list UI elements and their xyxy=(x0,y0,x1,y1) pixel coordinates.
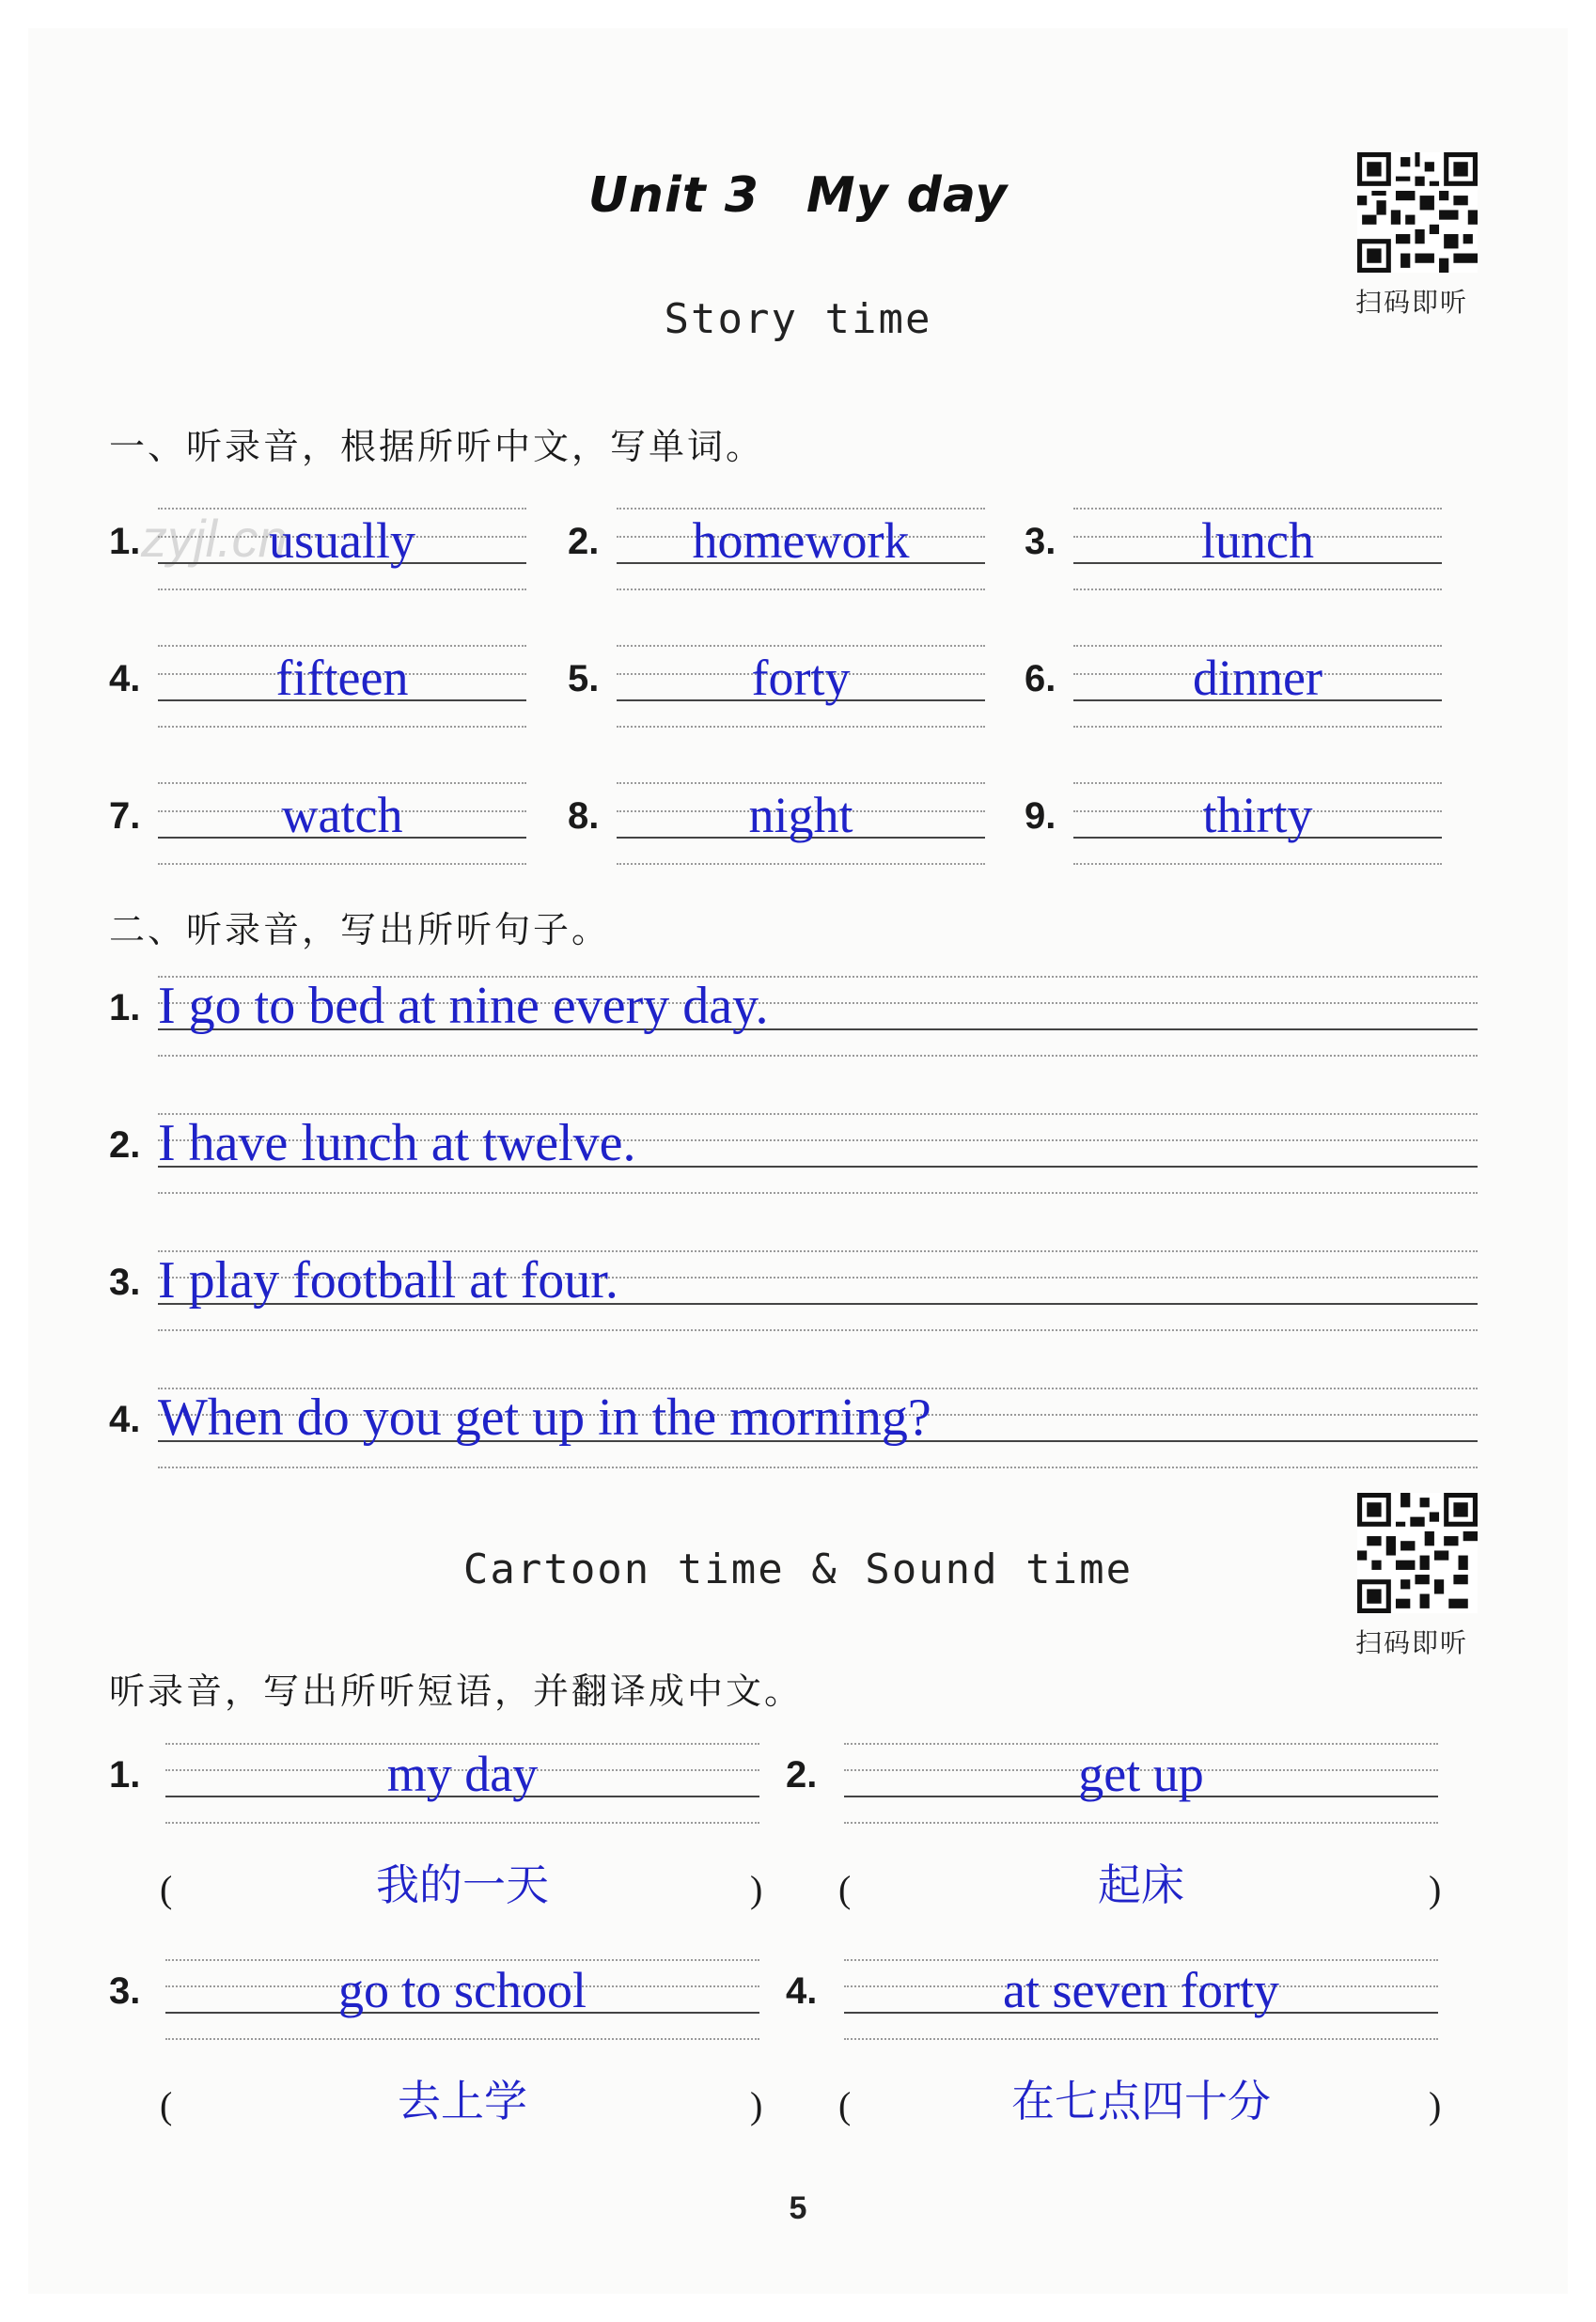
answer-word[interactable]: watch xyxy=(281,787,403,843)
answer-phrase[interactable]: at seven forty xyxy=(1003,1962,1279,2018)
part2-heading: 二、听录音，写出所听句子。 xyxy=(109,909,611,950)
guide-line-top xyxy=(165,1743,759,1745)
item-number: 4. xyxy=(786,1970,818,2012)
paren-close: ) xyxy=(1429,2084,1442,2126)
item-number: 2. xyxy=(568,521,600,562)
guide-line-bottom xyxy=(158,1329,1478,1331)
guide-line-top xyxy=(1073,508,1442,510)
answer-phrase[interactable]: get up xyxy=(1078,1746,1204,1802)
answer-word[interactable]: usually xyxy=(269,512,415,569)
item-number: 3. xyxy=(109,1970,141,2012)
guide-line-bottom xyxy=(165,1822,759,1824)
guide-line-bottom xyxy=(1073,588,1442,590)
guide-line-bottom xyxy=(1073,726,1442,728)
guide-line-bottom xyxy=(158,1055,1478,1057)
answer-sentence[interactable]: When do you get up in the morning? xyxy=(158,1388,931,1447)
item-number: 1. xyxy=(109,987,141,1028)
item-number: 1. xyxy=(109,1754,141,1796)
paren-open: ( xyxy=(160,2084,173,2126)
guide-line-bottom xyxy=(617,588,985,590)
guide-line-bottom xyxy=(165,2038,759,2040)
item-number: 3. xyxy=(1025,521,1056,562)
answer-translation[interactable]: 在七点四十分 xyxy=(1011,2076,1271,2126)
guide-line-top xyxy=(617,508,985,510)
guide-line-bottom xyxy=(844,2038,1438,2040)
title-name: My day xyxy=(806,167,1009,224)
answer-phrase[interactable]: go to school xyxy=(338,1962,587,2018)
guide-line-bottom xyxy=(617,726,985,728)
item-number: 3. xyxy=(109,1262,141,1303)
answer-translation[interactable]: 我的一天 xyxy=(376,1859,549,1910)
guide-line-top xyxy=(844,1959,1438,1961)
answer-word[interactable]: forty xyxy=(751,650,851,706)
guide-line-top xyxy=(158,508,526,510)
paren-close: ) xyxy=(750,2084,763,2126)
answer-translation[interactable]: 去上学 xyxy=(398,2076,527,2126)
paren-open: ( xyxy=(160,1868,173,1910)
answer-sentence[interactable]: I play football at four. xyxy=(158,1251,618,1310)
guide-line-bottom xyxy=(158,588,526,590)
guide-line-top xyxy=(158,782,526,784)
guide-line-top xyxy=(617,645,985,647)
paren-open: ( xyxy=(838,2084,852,2126)
qr-code-icon[interactable] xyxy=(1357,1493,1478,1613)
guide-line-bottom xyxy=(844,1822,1438,1824)
guide-line-bottom xyxy=(158,1192,1478,1194)
answer-word[interactable]: lunch xyxy=(1201,512,1314,569)
title-unit: Unit 3 xyxy=(587,167,759,224)
guide-line-top xyxy=(1073,782,1442,784)
guide-line-bottom xyxy=(617,863,985,865)
answer-word[interactable]: fifteen xyxy=(275,650,409,706)
section-subtitle: Story time xyxy=(664,295,932,343)
cartoon-subtitle: Cartoon time & Sound time xyxy=(462,1545,1134,1593)
qr-code-icon[interactable] xyxy=(1357,152,1478,273)
answer-word[interactable]: night xyxy=(748,787,853,843)
item-number: 8. xyxy=(568,795,600,837)
item-number: 4. xyxy=(109,1399,141,1440)
guide-line-top xyxy=(158,645,526,647)
answer-sentence[interactable]: I go to bed at nine every day. xyxy=(158,977,769,1035)
item-number: 5. xyxy=(568,658,600,699)
guide-line-bottom xyxy=(1073,863,1442,865)
item-number: 1. xyxy=(109,521,141,562)
answer-word[interactable]: homework xyxy=(692,512,910,569)
page-number: 5 xyxy=(789,2190,807,2226)
guide-line-top xyxy=(844,1743,1438,1745)
guide-line-top xyxy=(1073,645,1442,647)
item-number: 6. xyxy=(1025,658,1056,699)
item-number: 9. xyxy=(1025,795,1056,837)
answer-sentence[interactable]: I have lunch at twelve. xyxy=(158,1114,636,1172)
paren-close: ) xyxy=(1429,1868,1442,1910)
guide-line-bottom xyxy=(158,1467,1478,1468)
item-number: 7. xyxy=(109,795,141,837)
qr-caption: 扫码即听 xyxy=(1355,287,1469,318)
item-number: 4. xyxy=(109,658,141,699)
paren-open: ( xyxy=(838,1868,852,1910)
answer-phrase[interactable]: my day xyxy=(386,1746,539,1802)
guide-line-top xyxy=(617,782,985,784)
guide-line-top xyxy=(165,1959,759,1961)
guide-line-bottom xyxy=(158,726,526,728)
answer-word[interactable]: thirty xyxy=(1202,787,1313,843)
answer-translation[interactable]: 起床 xyxy=(1098,1859,1184,1910)
watermark: zyjl.cn xyxy=(141,509,288,568)
qr-caption: 扫码即听 xyxy=(1355,1627,1469,1658)
part1-heading: 一、听录音，根据所听中文，写单词。 xyxy=(109,426,765,467)
paren-close: ) xyxy=(750,1868,763,1910)
cartoon-heading: 听录音，写出所听短语，并翻译成中文。 xyxy=(109,1671,804,1712)
item-number: 2. xyxy=(109,1124,141,1166)
answer-word[interactable]: dinner xyxy=(1193,650,1322,706)
item-number: 2. xyxy=(786,1754,818,1796)
guide-line-bottom xyxy=(158,863,526,865)
